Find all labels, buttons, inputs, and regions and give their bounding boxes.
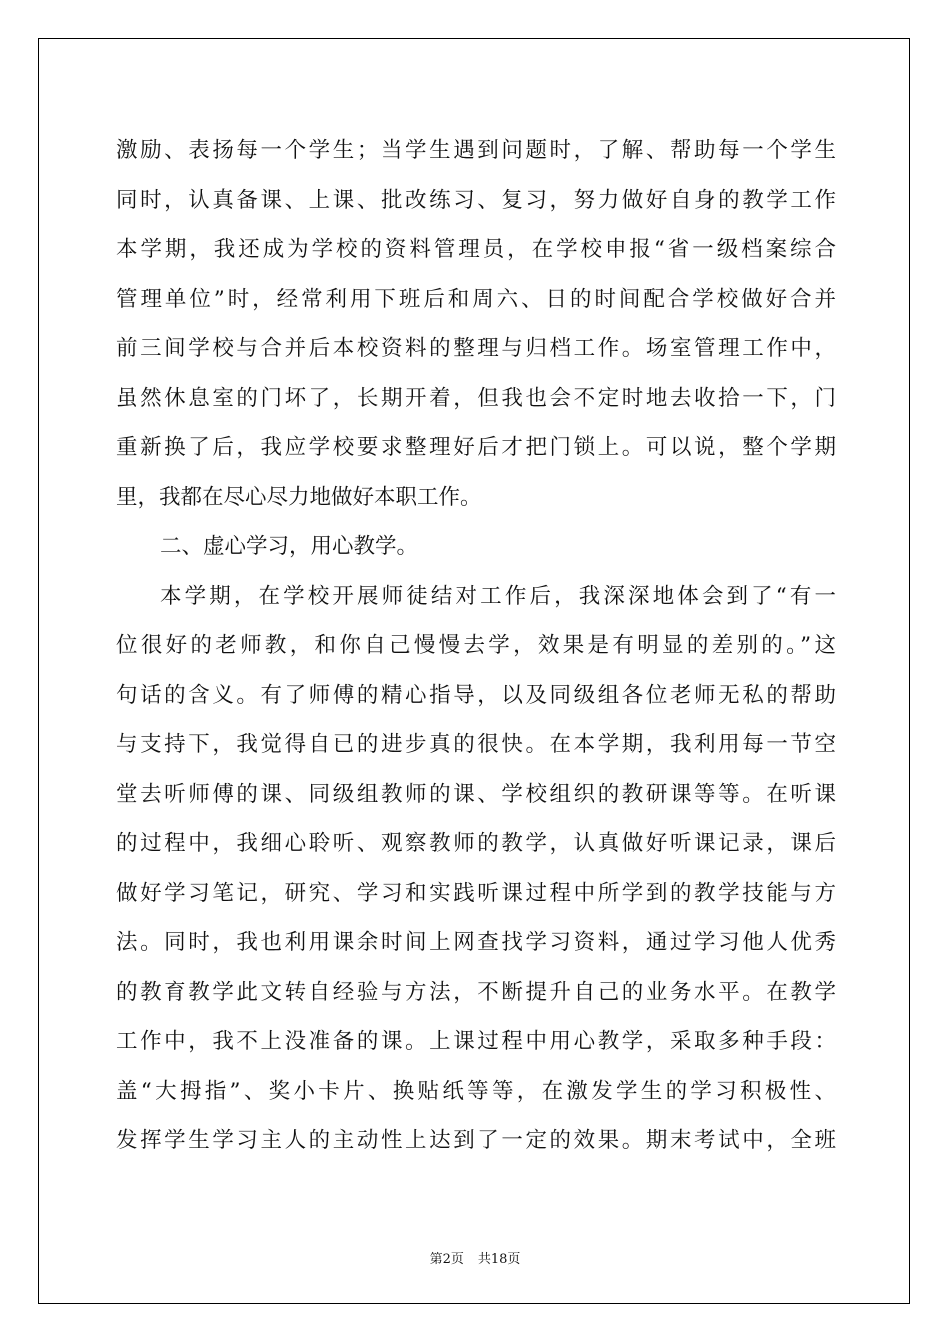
text-line: 激励、表扬每一个学生；当学生遇到问题时，了解、帮助每一个学生	[116, 138, 836, 163]
text-line: 的教育教学此文转自经验与方法，不断提升自己的业务水平。在教学	[116, 979, 836, 1005]
text-line: 法。同时，我也利用课余时间上网查找学习资料，通过学习他人优秀	[116, 930, 836, 955]
text-line: 句话的含义。有了师傅的精心指导，以及同级组各位老师无私的帮助	[116, 682, 836, 708]
text-line: 发挥学生学习主人的主动性上达到了一定的效果。期末考试中，全班	[116, 1128, 836, 1153]
text-line: 虽然休息室的门坏了，长期开着，但我也会不定时地去收拾一下，门	[116, 385, 836, 411]
text-line: 堂去听师傅的课、同级组教师的课、学校组织的教研课等等。在听课	[116, 781, 836, 807]
text-line: 位很好的老师教，和你自己慢慢去学，效果是有明显的差别的。”这	[116, 633, 836, 658]
page-number: 第2页	[429, 1252, 464, 1267]
text-line: 里，我都在尽心尽力地做好本职工作。	[116, 484, 482, 510]
text-line: 的过程中，我细心聆听、观察教师的教学，认真做好听课记录，课后	[116, 831, 836, 856]
text-line: 与支持下，我觉得自已的进步真的很快。在本学期，我利用每一节空	[116, 732, 836, 757]
text-line: 盖“大拇指”、奖小卡片、换贴纸等等，在激发学生的学习积极性、	[116, 1078, 836, 1104]
text-line: 前三间学校与合并后本校资料的整理与归档工作。场室管理工作中，	[116, 336, 836, 361]
page-footer	[0, 1248, 950, 1267]
text-line: 工作中，我不上没准备的课。上课过程中用心教学，采取多种手段：	[116, 1029, 836, 1054]
text-line: 本学期，我还成为学校的资料管理员，在学校申报“省一级档案综合	[116, 237, 836, 262]
paragraph-first-line: 本学期，在学校开展师徒结对工作后，我深深地体会到了“有一	[160, 583, 836, 609]
page-total: 共18页	[477, 1252, 521, 1267]
document-body	[116, 126, 836, 1166]
text-line: 重新换了后，我应学校要求整理好后才把门锁上。可以说，整个学期	[116, 435, 836, 460]
text-line: 做好学习笔记，研究、学习和实践听课过程中所学到的教学技能与方	[116, 880, 836, 906]
section-heading: 二、虚心学习，用心教学。	[160, 534, 419, 559]
text-line: 管理单位”时，经常利用下班后和周六、日的时间配合学校做好合并	[116, 286, 836, 312]
text-line: 同时，认真备课、上课、批改练习、复习，努力做好自身的教学工作	[116, 187, 836, 213]
